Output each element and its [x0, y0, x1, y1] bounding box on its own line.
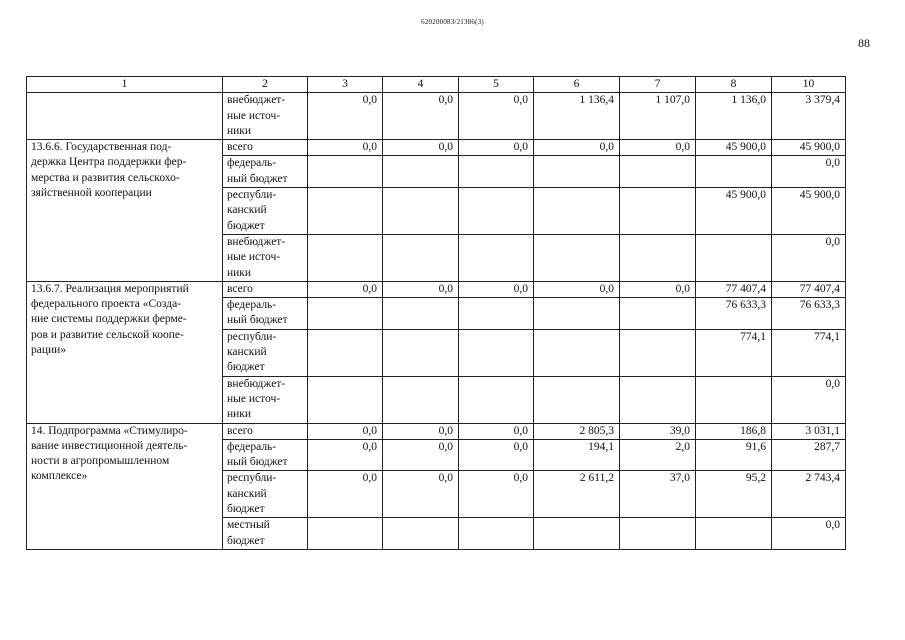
value-cell: 95,2: [696, 471, 772, 518]
funding-source-line: ники: [227, 124, 252, 137]
value-cell: [459, 329, 534, 376]
value-cell: [459, 234, 534, 281]
table-row: [27, 140, 846, 156]
value-cell: [620, 234, 696, 281]
funding-source-cell: [223, 140, 308, 156]
value-cell: 0,0: [308, 423, 383, 439]
funding-source-line: канский: [227, 487, 267, 500]
description-line: мерства и развития сельскохо-: [31, 171, 180, 184]
table-row: [27, 93, 846, 140]
funding-source-cell: [223, 188, 308, 235]
value-cell: 77 407,4: [772, 281, 846, 297]
value-cell: [534, 329, 620, 376]
value-cell: 0,0: [308, 439, 383, 471]
value-cell: 0,0: [308, 93, 383, 140]
value-cell: 0,0: [459, 140, 534, 156]
value-cell: [459, 376, 534, 423]
description-line: 13.6.7. Реализация мероприятий: [31, 282, 189, 295]
value-cell: [308, 234, 383, 281]
funding-source-cell: [223, 234, 308, 281]
value-cell: [383, 518, 459, 550]
funding-source-cell: [223, 281, 308, 297]
value-cell: 45 900,0: [772, 140, 846, 156]
value-cell: [620, 376, 696, 423]
funding-source-cell: [223, 423, 308, 439]
funding-source-cell: [223, 156, 308, 188]
value-cell: 0,0: [772, 376, 846, 423]
funding-source-line: федераль-: [227, 299, 277, 312]
funding-source-line: бюджет: [227, 503, 265, 516]
value-cell: 0,0: [772, 234, 846, 281]
value-cell: [308, 188, 383, 235]
document-code: 620200083/21386(3): [421, 18, 484, 26]
value-cell: [383, 156, 459, 188]
value-cell: 2 743,4: [772, 471, 846, 518]
value-cell: [696, 234, 772, 281]
funding-source-cell: [223, 439, 308, 471]
value-cell: 1 107,0: [620, 93, 696, 140]
funding-source-cell: [223, 329, 308, 376]
column-header-2: 2: [223, 77, 308, 93]
value-cell: 186,8: [696, 423, 772, 439]
value-cell: 2 611,2: [534, 471, 620, 518]
funding-source-line: республи-: [227, 472, 277, 485]
description-line: комплексе»: [31, 470, 88, 483]
value-cell: [534, 298, 620, 330]
value-cell: [696, 156, 772, 188]
value-cell: 0,0: [383, 423, 459, 439]
value-cell: [620, 156, 696, 188]
funding-source-line: республи-: [227, 189, 277, 202]
value-cell: 76 633,3: [772, 298, 846, 330]
value-cell: 0,0: [772, 156, 846, 188]
value-cell: 1 136,0: [696, 93, 772, 140]
funding-source-cell: [223, 93, 308, 140]
row-description: [27, 281, 223, 423]
value-cell: [308, 329, 383, 376]
funding-source-line: канский: [227, 204, 267, 217]
funding-source-line: бюджет: [227, 219, 265, 232]
row-description: [27, 93, 223, 140]
description-line: федерального проекта «Созда-: [31, 298, 182, 311]
value-cell: 0,0: [308, 281, 383, 297]
value-cell: [459, 188, 534, 235]
funding-source-line: внебюджет-: [227, 377, 286, 390]
value-cell: 77 407,4: [696, 281, 772, 297]
value-cell: 0,0: [308, 471, 383, 518]
value-cell: [534, 376, 620, 423]
column-header-9: 10: [772, 77, 846, 93]
value-cell: [696, 518, 772, 550]
value-cell: [534, 518, 620, 550]
description-line: ние системы поддержки ферме-: [31, 313, 187, 326]
value-cell: 45 900,0: [696, 140, 772, 156]
column-header-8: 8: [696, 77, 772, 93]
value-cell: [383, 329, 459, 376]
value-cell: [383, 298, 459, 330]
value-cell: [308, 298, 383, 330]
value-cell: 0,0: [772, 518, 846, 550]
value-cell: 0,0: [534, 140, 620, 156]
funding-source-line: ный бюджет: [227, 314, 288, 327]
table-row: [27, 281, 846, 297]
funding-source-line: ники: [227, 266, 252, 279]
value-cell: [620, 518, 696, 550]
description-line: держка Центра поддержки фер-: [31, 156, 187, 169]
value-cell: [383, 376, 459, 423]
funding-source-cell: [223, 376, 308, 423]
row-description: [27, 140, 223, 282]
column-header-3: 3: [308, 77, 383, 93]
value-cell: 1 136,4: [534, 93, 620, 140]
funding-source-line: бюджет: [227, 361, 265, 374]
value-cell: 91,6: [696, 439, 772, 471]
value-cell: 0,0: [620, 281, 696, 297]
table-body: [27, 77, 846, 550]
value-cell: 0,0: [383, 93, 459, 140]
description-line: ров и развитие сельской коопе-: [31, 328, 184, 341]
funding-source-line: местный: [227, 519, 270, 532]
column-header-1: 1: [27, 77, 223, 93]
value-cell: 287,7: [772, 439, 846, 471]
value-cell: [459, 518, 534, 550]
funding-source-line: всего: [227, 141, 253, 154]
value-cell: 2 805,3: [534, 423, 620, 439]
funding-source-line: внебюджет-: [227, 94, 286, 107]
value-cell: 45 900,0: [696, 188, 772, 235]
value-cell: 45 900,0: [772, 188, 846, 235]
value-cell: [534, 156, 620, 188]
value-cell: 0,0: [459, 281, 534, 297]
value-cell: [696, 376, 772, 423]
value-cell: 0,0: [534, 281, 620, 297]
table-row: [27, 423, 846, 439]
description-line: 13.6.6. Государственная под-: [31, 141, 172, 154]
funding-source-line: всего: [227, 424, 253, 437]
value-cell: [459, 156, 534, 188]
value-cell: 0,0: [383, 140, 459, 156]
value-cell: [383, 234, 459, 281]
funding-source-line: бюджет: [227, 534, 265, 547]
funding-source-cell: [223, 518, 308, 550]
description-line: вание инвестиционной деятель-: [31, 439, 188, 452]
funding-source-line: ный бюджет: [227, 456, 288, 469]
value-cell: 37,0: [620, 471, 696, 518]
row-description: [27, 423, 223, 549]
value-cell: 3 379,4: [772, 93, 846, 140]
value-cell: [620, 298, 696, 330]
value-cell: 0,0: [620, 140, 696, 156]
value-cell: 0,0: [383, 281, 459, 297]
funding-source-line: ные источ-: [227, 251, 281, 264]
page-number: 88: [858, 36, 870, 50]
value-cell: 0,0: [459, 93, 534, 140]
value-cell: 0,0: [383, 471, 459, 518]
value-cell: 3 031,1: [772, 423, 846, 439]
value-cell: [534, 188, 620, 235]
value-cell: [383, 188, 459, 235]
funding-source-line: внебюджет-: [227, 235, 286, 248]
description-line: рации»: [31, 344, 67, 357]
value-cell: 0,0: [308, 140, 383, 156]
value-cell: 0,0: [383, 439, 459, 471]
funding-source-line: всего: [227, 282, 253, 295]
funding-source-line: республи-: [227, 330, 277, 343]
value-cell: 774,1: [696, 329, 772, 376]
value-cell: 0,0: [459, 471, 534, 518]
value-cell: [308, 518, 383, 550]
header-row: [27, 77, 846, 93]
value-cell: [308, 376, 383, 423]
value-cell: 0,0: [459, 423, 534, 439]
budget-table: [26, 76, 846, 550]
value-cell: [308, 156, 383, 188]
value-cell: [534, 234, 620, 281]
column-header-4: 4: [383, 77, 459, 93]
value-cell: 2,0: [620, 439, 696, 471]
value-cell: [620, 188, 696, 235]
funding-source-cell: [223, 298, 308, 330]
value-cell: 0,0: [459, 439, 534, 471]
funding-source-line: ные источ-: [227, 109, 281, 122]
funding-source-line: федераль-: [227, 157, 277, 170]
value-cell: [620, 329, 696, 376]
description-line: зяйственной кооперации: [31, 187, 152, 200]
funding-source-cell: [223, 471, 308, 518]
value-cell: 39,0: [620, 423, 696, 439]
funding-source-line: федераль-: [227, 440, 277, 453]
funding-source-line: ные источ-: [227, 392, 281, 405]
value-cell: [459, 298, 534, 330]
value-cell: 194,1: [534, 439, 620, 471]
column-header-6: 6: [534, 77, 620, 93]
funding-source-line: ный бюджет: [227, 172, 288, 185]
funding-source-line: канский: [227, 346, 267, 359]
description-line: ности в агропромышленном: [31, 455, 170, 468]
value-cell: 76 633,3: [696, 298, 772, 330]
column-header-5: 5: [459, 77, 534, 93]
description-line: 14. Подпрограмма «Стимулиро-: [31, 424, 188, 437]
value-cell: 774,1: [772, 329, 846, 376]
column-header-7: 7: [620, 77, 696, 93]
funding-source-line: ники: [227, 408, 252, 421]
